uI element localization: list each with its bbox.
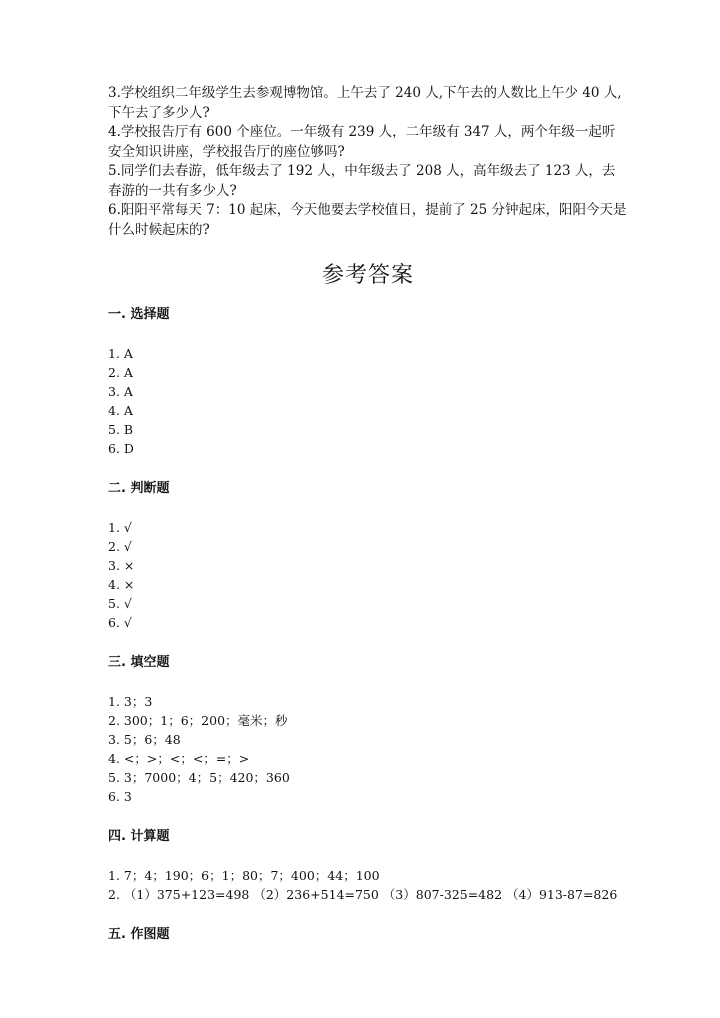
section-heading: 二. 判断题 [108, 481, 170, 496]
answer-line: 2. 300；1；6；200；毫米；秒 [108, 713, 288, 728]
answer-line: 3. A [108, 384, 133, 399]
section-judgement [108, 480, 628, 632]
answer-line: 3. × [108, 558, 135, 573]
section-choice [108, 306, 628, 458]
answer-line: 1. 3；3 [108, 694, 153, 709]
answer-list [108, 518, 628, 632]
answer-line: 3. 5；6；48 [108, 732, 181, 747]
answer-line: 1. A [108, 346, 133, 361]
problem-5: 5.同学们去春游，低年级去了 192 人，中年级去了 208 人，高年级去了 123 人，去春游的一共有多少人? [108, 163, 616, 199]
answer-line: 4. × [108, 577, 135, 592]
answer-line: 2. √ [108, 539, 132, 554]
answer-list [108, 866, 628, 904]
section-heading: 四. 计算题 [108, 829, 170, 844]
section-fill-blank [108, 654, 628, 806]
section-calculation [108, 828, 628, 904]
problem-6: 6.阳阳平常每天 7：10 起床，今天他要去学校值日，提前了 25 分钟起床，阳阳今天是什么时候起床的? [108, 202, 627, 238]
answer-line: 1. √ [108, 520, 132, 535]
answer-line: 6. D [108, 441, 134, 456]
answer-list [108, 692, 628, 806]
answer-title: 参考答案 [321, 263, 414, 288]
section-heading: 五. 作图题 [108, 927, 170, 942]
answer-line: 5. B [108, 422, 134, 437]
answer-line: 2. A [108, 365, 133, 380]
document-page [108, 84, 628, 944]
answer-line: 5. 3；7000；4；5；420；360 [108, 770, 290, 785]
answer-line: 6. √ [108, 615, 132, 630]
section-heading: 一. 选择题 [108, 307, 170, 322]
section-heading: 三. 填空题 [108, 655, 170, 670]
answer-line: 5. √ [108, 596, 132, 611]
section-drawing [108, 926, 628, 944]
answer-line: 6. 3 [108, 789, 132, 804]
answer-line: 4. A [108, 403, 133, 418]
answer-line: 1. 7；4；190；6；1；80；7；400；44；100 [108, 868, 380, 883]
answer-line: 2. （1）375+123=498 （2）236+514=750 （3）807-325=482 （4）913-87=826 [108, 887, 618, 902]
answer-line: 4. <；>；<；<；=；> [108, 751, 250, 766]
problem-3: 3.学校组织二年级学生去参观博物馆。上午去了 240 人,下午去的人数比上午少 40 人,下午去了多少人? [108, 85, 622, 121]
problem-4: 4.学校报告厅有 600 个座位。一年级有 239 人，二年级有 347 人，两个年级一起听安全知识讲座，学校报告厅的座位够吗? [108, 124, 616, 160]
answer-list [108, 344, 628, 458]
